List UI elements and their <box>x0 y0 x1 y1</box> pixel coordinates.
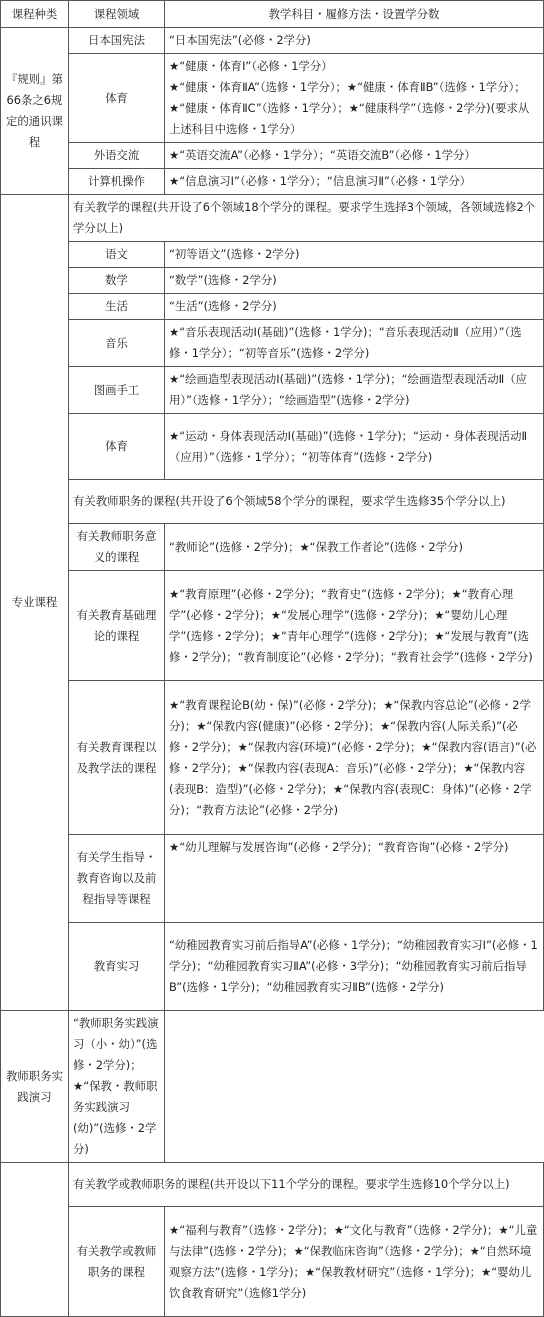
group-header-either: 有关教学或教师职务的课程(共开设以下11个学分的课程。要求学生选修10个学分以上) <box>69 1163 544 1207</box>
content-cell: “数学”(选修・2学分) <box>165 268 544 294</box>
group-header-teaching: 有关教学的课程(共开设了6个领域18个学分的课程。要求学生选择3个领域，各领域选修2个学分以上) <box>69 195 544 242</box>
table-row <box>1 268 544 294</box>
table-row <box>1 195 544 242</box>
content-cell: “教师职务实践演习（小・幼）”(选修・2学分)；★“保教・教师职务实践演习(幼)”(选修・2学分) <box>69 1011 165 1163</box>
content-cell: ★“音乐表现活动Ⅰ(基础)”(选修・1学分)；“音乐表现活动Ⅱ（应用）”（选修・1学分）；“初等音乐”(选修・2学分) <box>165 320 544 367</box>
table-row <box>1 681 544 835</box>
table-row <box>1 835 544 923</box>
category-professional: 专业课程 <box>1 195 69 1011</box>
field-cell: 体育 <box>69 414 165 480</box>
field-cell: 有关教育课程以及教学法的课程 <box>69 681 165 835</box>
field-cell: 外语交流 <box>69 143 165 169</box>
table-row <box>1 169 544 195</box>
table-row <box>1 414 544 480</box>
field-cell: 计算机操作 <box>69 169 165 195</box>
field-cell: 有关教师职务意义的课程 <box>69 524 165 571</box>
table-row <box>1 1163 544 1207</box>
group-header-duty: 有关教师职务的课程(共开设了6个领域58个学分的课程，要求学生选修35个学分以上) <box>69 480 544 524</box>
field-cell: 数学 <box>69 268 165 294</box>
header-course-type: 课程种类 <box>1 1 69 28</box>
content-cell: ★“福利与教育”（选修・2学分)；★“文化与教育”（选修・2学分)；★“儿童与法律”(选修・2学分)；★“保教临床咨询”（选修・2学分)；★“自然环境观察方法”(选修・1学分)；★“保教教材研究”（选修・1学分)；★“婴幼儿饮食教育研究”（选修1学分) <box>165 1207 544 1317</box>
table-row <box>1 1207 544 1317</box>
table-row <box>1 320 544 367</box>
table-row <box>1 1011 544 1163</box>
field-cell: 音乐 <box>69 320 165 367</box>
table-row <box>1 294 544 320</box>
table-row <box>1 524 544 571</box>
content-cell: ★“健康・体育Ⅰ”（必修・1学分） ★“健康・体育ⅡA”（选修・1学分）；★“健康・体育ⅡB”（选修・1学分）；★“健康・体育ⅡC”（选修・1学分）；★“健康科学”（选修・2学分)(要求从上述科目中选修・1学分） <box>165 54 544 143</box>
field-cell: 有关教育基础理论的课程 <box>69 571 165 681</box>
content-cell: ★“运动・身体表现活动Ⅰ(基础)”(选修・1学分)；“运动・身体表现活动Ⅱ（应用）”（选修・1学分）；“初等体育”(选修・2学分) <box>165 414 544 480</box>
field-cell: 图画手工 <box>69 367 165 414</box>
header-row <box>1 1 544 28</box>
field-cell: 教师职务实践演习 <box>1 1011 69 1163</box>
content-cell: “幼稚园教育实习前后指导A”(必修・1学分)；“幼稚园教育实习Ⅰ”(必修・1学分)；“幼稚园教育实习ⅡA”(必修・3学分)；“幼稚园教育实习前后指导B”(选修・1学分)；“幼稚园教育实习ⅡB”(选修・2学分) <box>165 923 544 1011</box>
content-cell: “初等语文”(选修・2学分) <box>165 242 544 268</box>
content-cell: “日本国宪法”(必修・2学分) <box>165 28 544 54</box>
field-cell: 生活 <box>69 294 165 320</box>
content-cell: ★“绘画造型表现活动Ⅰ(基础)”(选修・1学分)；“绘画造型表现活动Ⅱ（应用）”（选修・1学分）；“绘画造型”(选修・2学分) <box>165 367 544 414</box>
table-row <box>1 242 544 268</box>
content-cell: ★“幼儿理解与发展咨询”(必修・2学分)；“教育咨询”(必修・2学分) <box>165 835 544 923</box>
category-blank <box>1 1163 69 1317</box>
content-cell: “生活”(选修・2学分) <box>165 294 544 320</box>
field-cell: 日本国宪法 <box>69 28 165 54</box>
table-row <box>1 28 544 54</box>
table-row <box>1 143 544 169</box>
table-row <box>1 571 544 681</box>
table-row <box>1 367 544 414</box>
field-cell: 有关教学或教师职务的课程 <box>69 1207 165 1317</box>
content-cell: ★“教育课程论B(幼・保)”(必修・2学分)；★“保教内容总论”(必修・2学分)；★“保教内容(健康)”(必修・2学分)；★“保教内容(人际关系)”(必修・2学分)；★“保教内容(环境)”(必修・2学分)；★“保教内容(语言)”(必修・2学分)；★“保教内容(表现A：音乐)”(必修・2学分)；★“保教内容(表现B：造型)”(必修・2学分)；★“保教内容(表现C：身体)”(必修・2学分)；“教育方法论”(必修・2学分) <box>165 681 544 835</box>
content-cell: ★“信息演习Ⅰ”（必修・1学分）；“信息演习Ⅱ”（必修・1学分） <box>165 169 544 195</box>
field-cell: 教育实习 <box>69 923 165 1011</box>
table-row <box>1 923 544 1011</box>
category-general: 『规则』第66条之6规定的通识课程 <box>1 28 69 195</box>
content-cell: “教师论”(选修・2学分)；★“保教工作者论”(选修・2学分) <box>165 524 544 571</box>
header-subjects: 教学科目・履修方法・设置学分数 <box>165 1 544 28</box>
table-row <box>1 54 544 143</box>
content-cell: ★“教育原理”(必修・2学分)；“教育史”(选修・2学分)；★“教育心理学”(必修・2学分)；★“发展心理学”(选修・2学分)；★“婴幼儿心理学”(选修・2学分)；★“青年心理学”(选修・2学分)；★“发展与教育”(选修・2学分)；“教育制度论”(必修・2学分)；“教育社会学”(选修・2学分) <box>165 571 544 681</box>
field-cell: 有关学生指导・教育咨询以及前程指导等课程 <box>69 835 165 923</box>
field-cell: 语文 <box>69 242 165 268</box>
content-cell: ★“英语交流A”（必修・1学分）；“英语交流B”（必修・1学分） <box>165 143 544 169</box>
header-course-field: 课程领域 <box>69 1 165 28</box>
table-row <box>1 480 544 524</box>
field-cell: 体育 <box>69 54 165 143</box>
